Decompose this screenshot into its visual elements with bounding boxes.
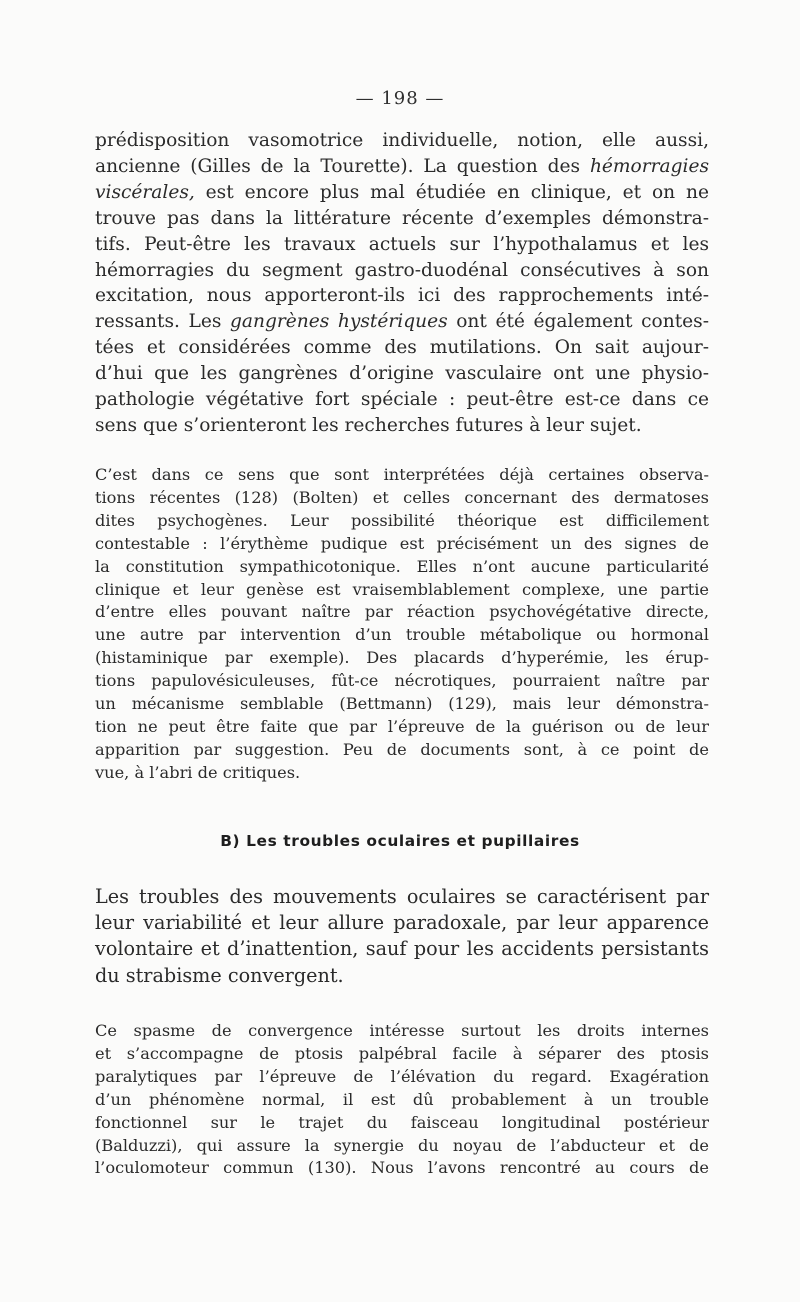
paragraph-ocular-movements xyxy=(95,884,709,989)
text-line: tion ne peut être faite que par l’épreuve de la guérison ou de leur xyxy=(95,716,709,736)
text-line: trouve pas dans la littérature récente d’exemples démonstra- xyxy=(95,207,709,229)
page-number: — 198 — xyxy=(355,88,445,109)
italic-term: hémorragies xyxy=(589,155,709,177)
text-line: pathologie végétative fort spéciale : peut-être est-ce dans ce xyxy=(95,389,709,411)
italic-term: viscérales, xyxy=(95,181,195,203)
text-line: clinique et leur genèse est vraisemblablement complexe, une partie xyxy=(95,579,709,599)
text-line: vue, à l’abri de critiques. xyxy=(95,762,301,782)
text-line: dites psychogènes. Leur possibilité théorique est difficilement xyxy=(95,510,709,530)
text-line: et s’accompagne de ptosis palpébral facile à séparer des ptosis xyxy=(95,1043,709,1063)
text-line: contestable : l’érythème pudique est précisément un des signes de xyxy=(95,533,709,553)
text-line: du strabisme convergent. xyxy=(95,963,344,987)
paragraph-hemorrhages-gangrenes xyxy=(95,128,709,439)
italic-term: gangrènes hystériques xyxy=(230,311,448,333)
text-line: Ce spasme de convergence intéresse surtout les droits internes xyxy=(95,1021,709,1040)
text-line: d’hui que les gangrènes d’origine vasculaire ont une physio- xyxy=(95,363,709,385)
text-line: (histaminique par exemple). Des placards d’hyperémie, les érup- xyxy=(95,648,709,668)
text-line: la constitution sympathicotonique. Elles n’ont aucune particularité xyxy=(95,556,709,576)
text-line: leur variabilité et leur allure paradoxale, par leur apparence xyxy=(95,911,709,935)
text-line: viscérales, est encore plus mal étudiée en clinique, et on ne xyxy=(95,181,709,203)
text-line: hémorragies du segment gastro-duodénal consécutives à son xyxy=(95,259,709,281)
text-line: ressants. Les gangrènes hystériques ont été également contes- xyxy=(95,311,709,333)
text-line: l’oculomoteur commun (130). Nous l’avons rencontré au cours de xyxy=(95,1158,709,1178)
text-line: d’un phénomène normal, il est dû probablement à un trouble xyxy=(95,1089,709,1109)
text-line: Les troubles des mouvements oculaires se caractérisent par xyxy=(95,885,709,908)
text-line: tions récentes (128) (Bolten) et celles concernant des dermatoses xyxy=(95,487,709,507)
section-heading: B) Les troubles oculaires et pupillaires xyxy=(220,832,580,850)
text-line: paralytiques par l’épreuve de l’élévation du regard. Exagération xyxy=(95,1066,709,1086)
text-line: prédisposition vasomotrice individuelle, notion, elle aussi, xyxy=(95,130,709,151)
text-line: apparition par suggestion. Peu de documents sont, à ce point de xyxy=(95,739,709,759)
text-line: C’est dans ce sens que sont interprétées déjà certaines observa- xyxy=(95,465,709,484)
text-line: ancienne (Gilles de la Tourette). La question des hémorragies xyxy=(95,155,709,177)
paragraph-convergence-spasm xyxy=(95,1020,709,1180)
text-line: d’entre elles pouvant naître par réaction psychovégétative directe, xyxy=(95,602,709,622)
text-line: tées et considérées comme des mutilations. On sait aujour- xyxy=(95,337,709,359)
text-line: (Balduzzi), qui assure la synergie du noyau de l’abducteur et de xyxy=(95,1135,709,1155)
text-line: tifs. Peut-être les travaux actuels sur l’hypothalamus et les xyxy=(95,233,709,255)
text-line: sens que s’orienteront les recherches futures à leur sujet. xyxy=(95,414,642,436)
paragraph-dermatoses xyxy=(95,464,709,785)
text-line: excitation, nous apporteront-ils ici des rapprochements inté- xyxy=(95,285,709,307)
text-line: une autre par intervention d’un trouble métabolique ou hormonal xyxy=(95,625,709,645)
text-line: fonctionnel sur le trajet du faisceau longitudinal postérieur xyxy=(95,1112,709,1132)
text-line: tions papulovésiculeuses, fût-ce nécrotiques, pourraient naître par xyxy=(95,671,709,691)
text-line: volontaire et d’inattention, sauf pour les accidents persistants xyxy=(95,937,709,961)
text-line: un mécanisme semblable (Bettmann) (129), mais leur démonstra- xyxy=(95,694,709,714)
